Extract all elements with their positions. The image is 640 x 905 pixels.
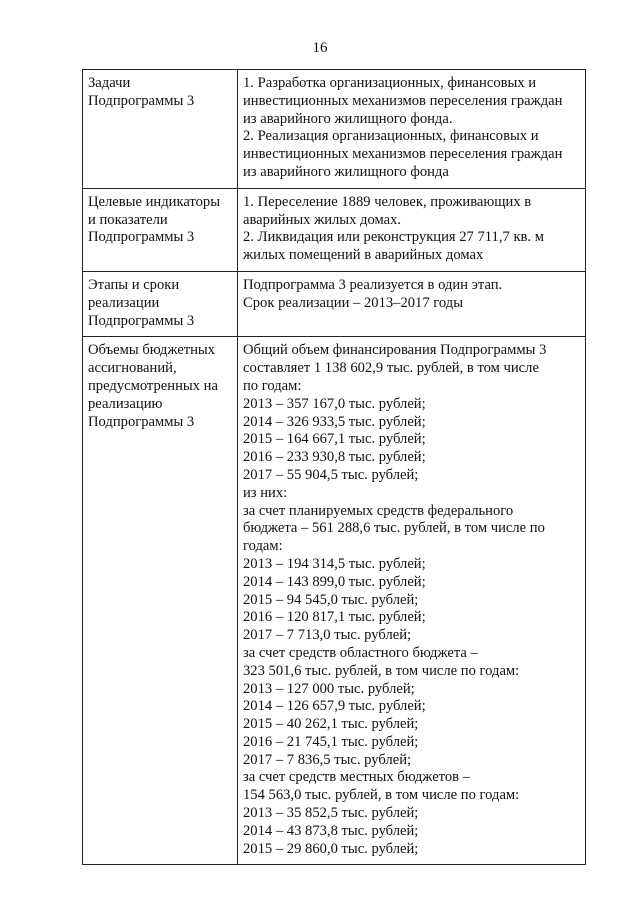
row-value-line: из аварийного жилищного фонда [243, 163, 449, 180]
row-label-cell [83, 188, 238, 271]
table-row [83, 188, 586, 271]
row-value-line: 2. Ликвидация или реконструкция 27 711,7 кв. м [243, 229, 544, 246]
table-row [83, 337, 586, 865]
row-value-line: 2013 – 357 167,0 тыс. рублей; [243, 395, 426, 412]
row-value-line: годам: [243, 538, 283, 555]
row-value-line: 2017 – 7 713,0 тыс. рублей; [243, 627, 412, 644]
row-label-line: предусмотренных на [88, 377, 218, 394]
row-value-line: 2015 – 94 545,0 тыс. рублей; [243, 591, 419, 608]
row-value-line: 2015 – 164 667,1 тыс. рублей; [243, 431, 426, 448]
row-value-line: 323 501,6 тыс. рублей, в том числе по годам: [243, 662, 520, 679]
table-row [83, 271, 586, 336]
row-label-line: Целевые индикаторы [88, 193, 221, 210]
row-value-line: Подпрограмма 3 реализуется в один этап. [243, 276, 503, 293]
row-value-line: инвестиционных механизмов переселения граждан [243, 146, 563, 163]
row-label-line: Подпрограммы 3 [88, 312, 195, 329]
row-label-line: реализацию [88, 395, 163, 412]
row-value-cell [238, 188, 586, 271]
row-value-line: 154 563,0 тыс. рублей, в том числе по годам: [243, 787, 520, 804]
row-value-line: 2014 – 43 873,8 тыс. рублей; [243, 822, 419, 839]
row-value-line: 2013 – 194 314,5 тыс. рублей; [243, 555, 426, 572]
row-value-line: 2013 – 127 000 тыс. рублей; [243, 680, 415, 697]
row-value-line: 2015 – 29 860,0 тыс. рублей; [243, 840, 419, 857]
row-label-cell [83, 70, 238, 189]
row-value-line: 2014 – 126 657,9 тыс. рублей; [243, 698, 426, 715]
row-label-line: ассигнований, [88, 360, 177, 377]
row-value-line: 2016 – 21 745,1 тыс. рублей; [243, 733, 419, 750]
row-value-line: за счет средств областного бюджета – [243, 644, 478, 661]
row-label-cell [83, 337, 238, 865]
row-value-line: 2017 – 7 836,5 тыс. рублей; [243, 751, 412, 768]
row-label-line: Подпрограммы 3 [88, 413, 195, 430]
row-label-line: Задачи [88, 75, 131, 91]
row-value-cell [238, 337, 586, 865]
row-value-line: за счет средств местных бюджетов – [243, 769, 470, 786]
row-value-line: из них: [243, 484, 288, 501]
row-label-line: и показатели [88, 211, 168, 228]
row-value-line: 1. Разработка организационных, финансовых и [243, 75, 537, 91]
table-row [83, 70, 586, 189]
row-value-line: бюджета – 561 288,6 тыс. рублей, в том числе по [243, 520, 545, 537]
row-value-line: 2014 – 326 933,5 тыс. рублей; [243, 413, 426, 430]
row-value-line: 2014 – 143 899,0 тыс. рублей; [243, 573, 426, 590]
row-value-line: 2013 – 35 852,5 тыс. рублей; [243, 805, 419, 822]
row-value-line: составляет 1 138 602,9 тыс. рублей, в том числе [243, 360, 539, 377]
row-label-line: Объемы бюджетных [88, 342, 215, 359]
row-value-line: 2016 – 120 817,1 тыс. рублей; [243, 609, 426, 626]
row-label-cell [83, 271, 238, 336]
row-value-line: аварийных жилых домах. [243, 211, 402, 228]
row-value-line: по годам: [243, 377, 302, 394]
passport-table [82, 69, 586, 865]
row-value-line: 2017 – 55 904,5 тыс. рублей; [243, 466, 419, 483]
row-value-line: инвестиционных механизмов переселения граждан [243, 92, 563, 109]
row-value-line: Срок реализации – 2013–2017 годы [243, 294, 464, 311]
row-label-line: Подпрограммы 3 [88, 229, 195, 246]
row-label-line: реализации [88, 294, 160, 311]
row-value-cell [238, 70, 586, 189]
row-label-line: Этапы и сроки [88, 276, 180, 293]
row-value-line: за счет планируемых средств федерального [243, 502, 514, 519]
row-value-line: из аварийного жилищного фонда. [243, 110, 453, 127]
row-label-line: Подпрограммы 3 [88, 92, 195, 109]
row-value-line: 2016 – 233 930,8 тыс. рублей; [243, 449, 426, 466]
row-value-line: Общий объем финансирования Подпрограммы 3 [243, 342, 547, 359]
row-value-line: 2. Реализация организационных, финансовых и [243, 128, 539, 145]
row-value-line: жилых помещений в аварийных домах [243, 247, 484, 264]
table-body [83, 70, 586, 865]
page-number: 16 [312, 40, 328, 56]
row-value-line: 1. Переселение 1889 человек, проживающих в [243, 193, 532, 210]
row-value-cell [238, 271, 586, 336]
row-value-line: 2015 – 40 262,1 тыс. рублей; [243, 716, 419, 733]
